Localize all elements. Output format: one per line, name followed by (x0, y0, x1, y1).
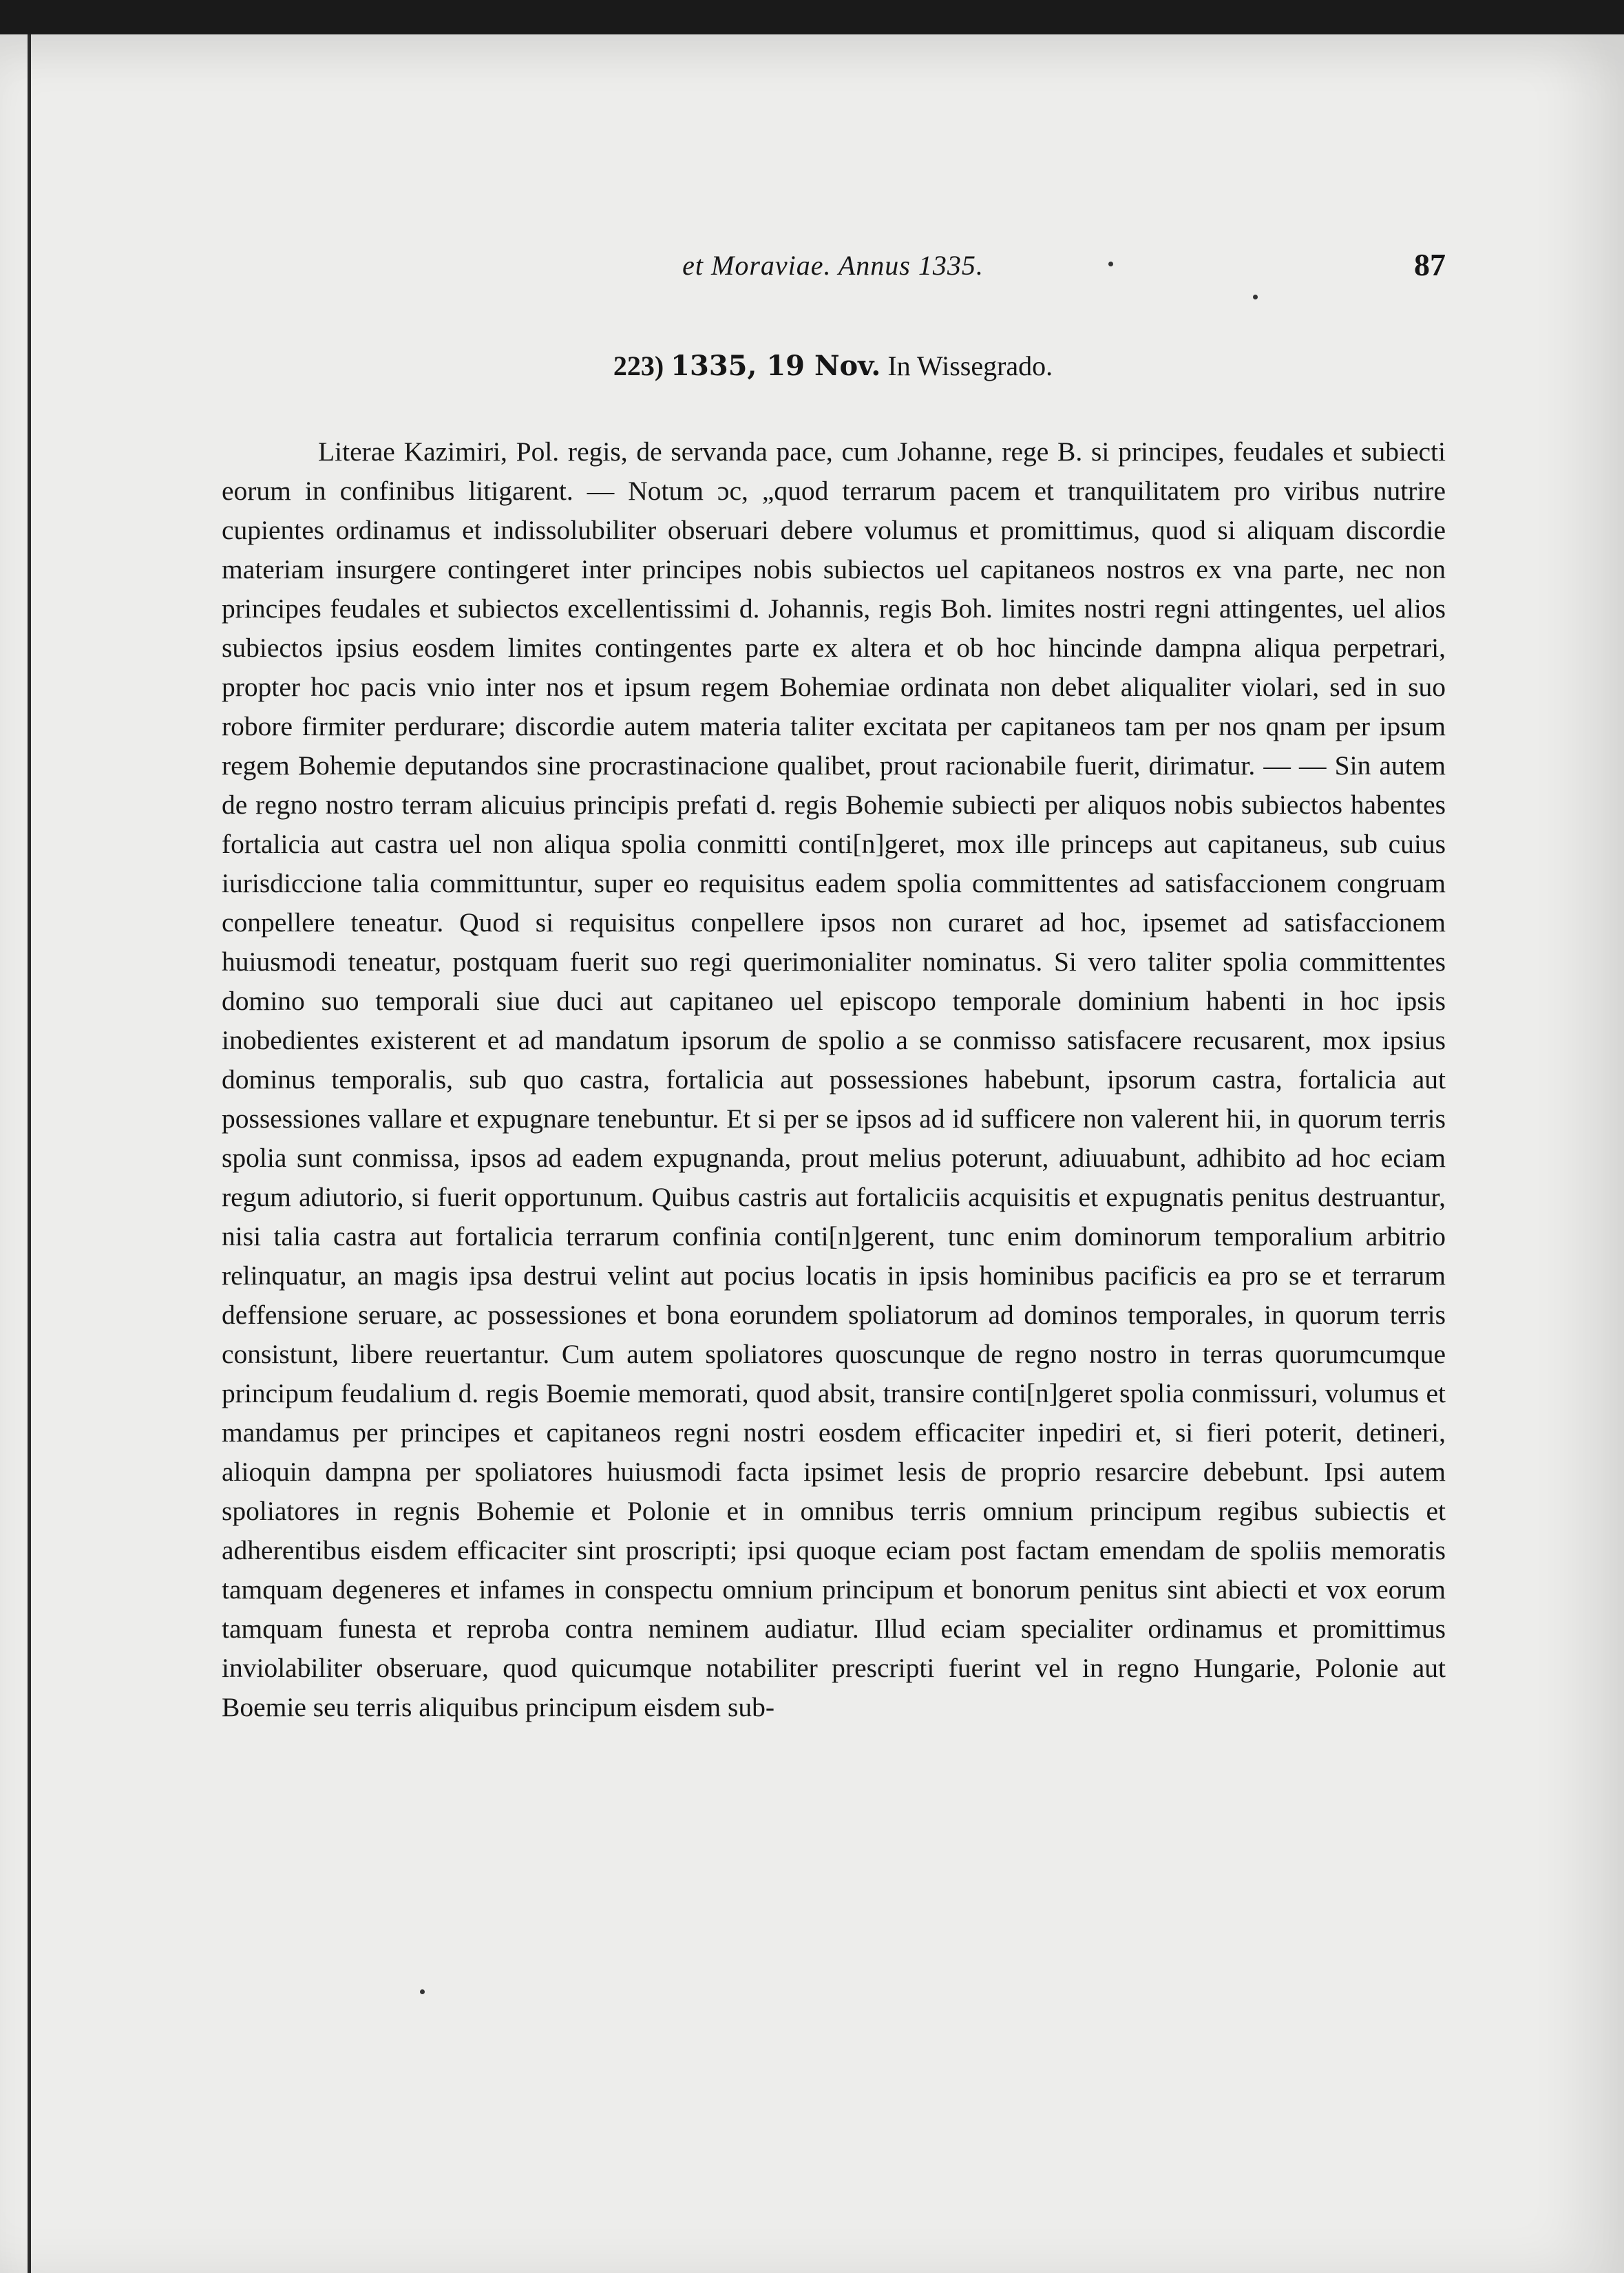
document-date: 1335, 19 Nov. (671, 350, 881, 382)
document-heading (220, 350, 1446, 382)
document-body (222, 432, 1446, 1727)
page-left-border (28, 34, 31, 2273)
page-number: 87 (1414, 247, 1446, 282)
document-place: In Wissegrado. (887, 350, 1053, 381)
scan-speck (420, 1989, 425, 1994)
document-number: 223) (613, 350, 664, 381)
body-paragraph: Literae Kazimiri, Pol. regis, de servanda pace, cum Johanne, rege B. si principes, feudales et subiecti eorum in confinibus litigarent. — Notum ɔc, „quod terrarum pacem et tranquilitatem pro viribus nutrire cupientes ordinamus et indissolubiliter obseruari debere volumus et promittimus, quod si aliquam discordie materiam insurgere contingeret inter principes nobis subiectos uel capitaneos nostros ex vna parte, nec non principes feudales et subiectos excellentissimi d. Johannis, regis Boh. limites nostri regni attingentes, uel alios subiectos ipsius eosdem limites contingentes parte ex altera et ob hoc hincinde dampna aliqua perpetrari, propter hoc pacis vnio inter nos et ipsum regem Bohemiae ordinata non debet aliqualiter violari, sed in suo robore firmiter perdurare; discordie autem materia taliter excitata per capitaneos tam per nos qnam per ipsum regem Bohemie deputandos sine procrastinacione qualibet, prout racionabile fuerit, dirimatur. — — Sin autem de regno nostro terram alicuius principis prefati d. regis Bohemie subiecti per aliquos nobis subiectos habentes fortalicia aut castra uel non aliqua spolia conmitti conti[n]geret, mox ille princeps aut capitaneus, sub cuius iurisdiccione talia committuntur, super eo requisitus eadem spolia committentes ad satisfaccionem congruam conpellere teneatur. Quod si requisitus conpellere ipsos non curaret ad hoc, ipsemet ad satisfaccionem huiusmodi teneatur, postquam fuerit suo regi querimonialiter nominatus. Si vero taliter spolia committentes domino suo temporali siue duci aut capitaneo uel episcopo temporale dominium habenti in hoc ipsis inobedientes existerent et ad mandatum ipsorum de spolio a se conmisso satisfacere recusarent, mox ipsius dominus temporalis, sub quo castra, fortalicia aut possessiones habebunt, ipsorum castra, fortalicia aut possessiones vallare et expugnare tenebuntur. Et si per se ipsos ad id sufficere non valerent hii, in quorum terris spolia sunt conmissa, ipsos ad eadem expugnanda, prout melius poterunt, adiuuabunt, adhibito ad hoc eciam regum adiutorio, si fuerit opportunum. Quibus castris aut fortaliciis acquisitis et expugnatis penitus destruantur, nisi talia castra aut fortalicia terrarum confinia conti[n]gerent, tunc enim dominorum temporalium arbitrio relinquatur, an magis ipsa destrui velint aut pocius locatis in ipsis hominibus pacificis ea pro se et terrarum deffensione seruare, ac possessiones et bona eorundem spoliatorum ad dominos temporales, in quorum terris consistunt, libere reuertantur. Cum autem spoliatores quoscunque de regno nostro in terras quorumcumque principum feudalium d. regis Boemie memorati, quod absit, transire conti[n]geret spolia conmissuri, volumus et mandamus per principes et capitaneos regni nostri eosdem efficaciter inpediri et, si fieri poterit, detineri, alioquin dampna per spoliatores huiusmodi facta ipsimet lesis de proprio resarcire debebunt. Ipsi autem spoliatores in regnis Bohemie et Polonie et in omnibus terris omnium principum regibus subiectis et adherentibus eisdem efficaciter sint proscripti; ipsi quoque eciam post factam emendam de spoliis memoratis tamquam degeneres et infames in conspectu omnium principum et bonorum penitus sint abiecti et vox eorum tamquam funesta et reproba contra neminem audiatur. Illud eciam specialiter ordinamus et promittimus inviolabiliter obseruare, quod quicumque notabiliter prescripti fuerint vel in regno Hungarie, Polonie aut Boemie seu terris aliquibus principum eisdem sub- (222, 436, 1446, 1722)
page-header (220, 249, 1446, 297)
running-title: et Moraviae. Annus 1335. (682, 250, 984, 281)
